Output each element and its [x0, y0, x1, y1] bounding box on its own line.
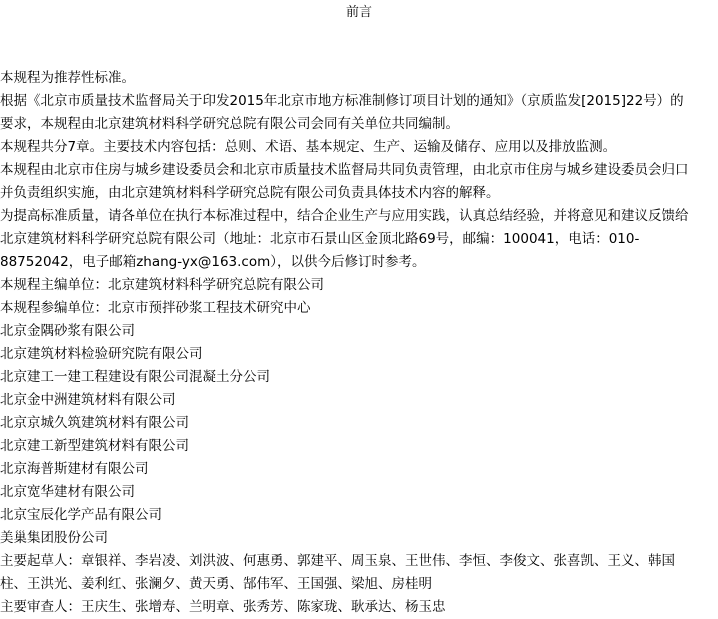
paragraph-line: 本规程为推荐性标准。	[0, 70, 135, 86]
organization-item: 北京京城久筑建筑材料有限公司	[0, 415, 189, 431]
paragraph-line: 北京建筑材料科学研究总院有限公司（地址：北京市石景山区金顶北路69号，邮编：100041，电话：010-	[0, 231, 640, 247]
paragraph-line: 为提高标准质量，请各单位在执行本标准过程中，结合企业生产与应用实践，认真总结经验，并将意见和建议反馈给	[0, 208, 689, 224]
organization-item: 北京建筑材料检验研究院有限公司	[0, 346, 203, 362]
organization-item: 北京金中洲建筑材料有限公司	[0, 392, 176, 408]
drafters-line: 主要起草人：章银祥、李岩凌、刘洪波、何惠勇、郭建平、周玉泉、王世伟、李恒、李俊文、张喜凯、王义、韩国	[0, 553, 675, 569]
paragraph-line: 本规程共分7章。主要技术内容包括：总则、术语、基本规定、生产、运输及储存、应用以及排放监测。	[0, 139, 617, 155]
participating-units-line: 本规程参编单位：北京市预拌砂浆工程技术研究中心	[0, 300, 311, 316]
paragraph-line: 88752042，电子邮箱zhang-yx@163.com），以供今后修订时参考。	[0, 254, 426, 270]
organization-item: 北京建工一建工程建设有限公司混凝土分公司	[0, 369, 270, 385]
organization-item: 北京金隅砂浆有限公司	[0, 323, 135, 339]
organization-item: 美巢集团股份公司	[0, 530, 108, 546]
drafters-line-continued: 柱、王洪光、姜利红、张澜夕、黄天勇、郜伟军、王国强、梁旭、房桂明	[0, 576, 432, 592]
paragraph-line: 根据《北京市质量技术监督局关于印发2015年北京市地方标准制修订项目计划的通知》（京质监发[2015]22号）的	[0, 93, 684, 109]
page-title: 前言	[345, 5, 372, 20]
organization-item: 北京建工新型建筑材料有限公司	[0, 438, 189, 454]
organization-item: 北京海普斯建材有限公司	[0, 461, 149, 477]
chief-editor-line: 本规程主编单位：北京建筑材料科学研究总院有限公司	[0, 277, 324, 293]
document-body	[0, 67, 712, 619]
organization-item: 北京宝辰化学产品有限公司	[0, 507, 162, 523]
paragraph-line: 并负责组织实施，由北京建筑材料科学研究总院有限公司负责具体技术内容的解释。	[0, 185, 500, 201]
reviewers-line: 主要审查人：王庆生、张增寿、兰明章、张秀芳、陈家珑、耿承达、杨玉忠	[0, 599, 446, 615]
paragraph-line: 要求，本规程由北京建筑材料科学研究总院有限公司会同有关单位共同编制。	[0, 116, 459, 132]
paragraph-line: 本规程由北京市住房与城乡建设委员会和北京市质量技术监督局共同负责管理，由北京市住房与城乡建设委员会归口	[0, 162, 689, 178]
organization-item: 北京宽华建材有限公司	[0, 484, 135, 500]
